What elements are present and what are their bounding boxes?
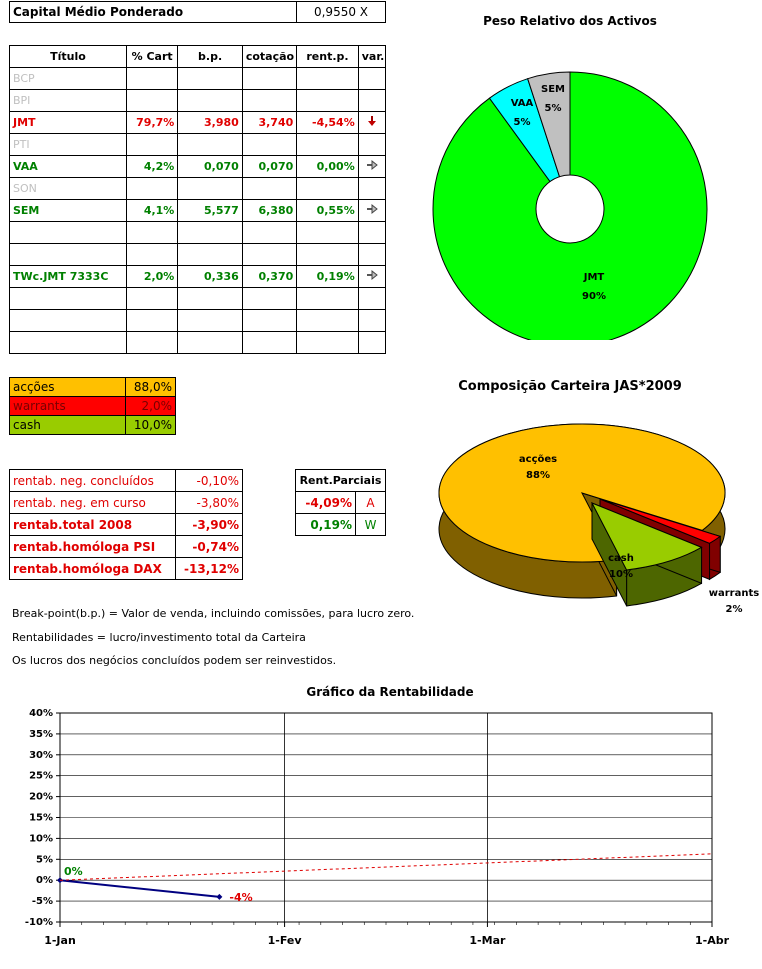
asset-bp xyxy=(178,244,243,266)
asset-name: BPI xyxy=(10,90,127,112)
pie3d-label: acções xyxy=(518,454,558,465)
slice-label: JMT xyxy=(583,272,605,283)
portfolio-table xyxy=(9,45,386,354)
asset-rent: -4,54% xyxy=(297,112,358,134)
asset-cart xyxy=(126,222,177,244)
note-lucros: Os lucros dos negócios concluídos podem ser reinvestidos. xyxy=(12,654,337,667)
asset-rent xyxy=(297,68,358,90)
y-tick-label: 30% xyxy=(29,749,53,761)
composition-value: 88,0% xyxy=(126,378,176,397)
data-label: -4% xyxy=(229,890,253,904)
rentab-value: -13,12% xyxy=(176,558,243,580)
asset-cotacao xyxy=(242,178,296,200)
var-cell xyxy=(358,178,385,200)
y-tick-label: 20% xyxy=(29,791,53,803)
asset-rent: 0,00% xyxy=(297,156,358,178)
asset-bp xyxy=(178,332,243,354)
asset-cart: 79,7% xyxy=(126,112,177,134)
asset-cotacao: 3,740 xyxy=(242,112,296,134)
asset-name: PTI xyxy=(10,134,127,156)
slice-value-label: 5% xyxy=(513,117,531,128)
capital-box xyxy=(9,1,386,23)
column-header: b.p. xyxy=(178,46,243,68)
column-header: rent.p. xyxy=(297,46,358,68)
asset-bp: 0,336 xyxy=(178,266,243,288)
asset-name xyxy=(10,222,127,244)
column-header: cotação xyxy=(242,46,296,68)
asset-cotacao xyxy=(242,222,296,244)
table-row xyxy=(10,112,386,134)
rentabilidade-line-chart xyxy=(0,700,762,962)
var-cell xyxy=(358,134,385,156)
rentab-row xyxy=(10,514,243,536)
rent-parciais-header: Rent.Parciais xyxy=(296,470,386,492)
var-cell xyxy=(358,68,385,90)
asset-cotacao: 0,370 xyxy=(242,266,296,288)
y-tick-label: 0% xyxy=(36,875,53,887)
parciais-code: W xyxy=(356,514,386,536)
rentab-row xyxy=(10,558,243,580)
composition-value: 2,0% xyxy=(126,397,176,416)
x-tick-label: 1-Mar xyxy=(469,934,506,947)
pie3d-label: cash xyxy=(608,553,634,564)
y-tick-label: 15% xyxy=(29,812,53,824)
asset-cart xyxy=(126,332,177,354)
data-label: 0% xyxy=(64,865,83,879)
asset-rent xyxy=(297,134,358,156)
composition-label: acções xyxy=(10,378,126,397)
composition-row xyxy=(10,397,176,416)
table-row xyxy=(10,332,386,354)
right-arrow-icon xyxy=(366,269,378,281)
capital-value: 0,9550 X xyxy=(297,2,386,23)
asset-cart xyxy=(126,90,177,112)
asset-cart xyxy=(126,244,177,266)
x-tick-label: 1-Jan xyxy=(44,934,76,947)
y-tick-label: 5% xyxy=(36,854,53,866)
parciais-row xyxy=(296,492,386,514)
column-header: var. xyxy=(358,46,385,68)
asset-cart xyxy=(126,288,177,310)
table-row xyxy=(10,288,386,310)
pie1-title: Peso Relativo dos Activos xyxy=(483,14,657,28)
right-arrow-icon xyxy=(358,200,385,222)
table-row xyxy=(10,200,386,222)
asset-bp xyxy=(178,310,243,332)
var-cell xyxy=(358,332,385,354)
var-cell xyxy=(358,310,385,332)
note-rentabilidades: Rentabilidades = lucro/investimento total da Carteira xyxy=(12,631,306,644)
pie3d-value-label: 88% xyxy=(526,470,550,481)
y-tick-label: 40% xyxy=(29,708,53,719)
pie3d-value-label: 10% xyxy=(609,569,633,580)
slice-label: VAA xyxy=(510,98,534,109)
asset-rent xyxy=(297,178,358,200)
y-tick-label: -10% xyxy=(24,917,53,928)
rentab-label: rentab.total 2008 xyxy=(10,514,176,536)
var-cell xyxy=(358,244,385,266)
table-row xyxy=(10,68,386,90)
asset-name xyxy=(10,310,127,332)
x-tick-label: 1-Abr xyxy=(694,934,730,947)
table-row xyxy=(10,90,386,112)
pie3d-value-label: 2% xyxy=(725,604,743,615)
asset-cotacao xyxy=(242,134,296,156)
right-arrow-icon xyxy=(358,266,385,288)
rentab-value: -0,74% xyxy=(176,536,243,558)
line-title: Gráfico da Rentabilidade xyxy=(306,685,474,699)
slice-value-label: 90% xyxy=(582,291,606,302)
asset-cotacao: 0,070 xyxy=(242,156,296,178)
parciais-row xyxy=(296,514,386,536)
composition-3d-pie-chart xyxy=(420,400,762,630)
table-row xyxy=(10,156,386,178)
rent-parciais-table xyxy=(295,469,386,536)
table-row xyxy=(10,178,386,200)
var-cell xyxy=(358,90,385,112)
asset-cotacao xyxy=(242,68,296,90)
weights-doughnut-chart xyxy=(420,40,720,340)
asset-cart: 4,2% xyxy=(126,156,177,178)
composition-value: 10,0% xyxy=(126,416,176,435)
capital-label: Capital Médio Ponderado xyxy=(10,2,297,23)
asset-rent xyxy=(297,244,358,266)
composition-label: warrants xyxy=(10,397,126,416)
rentab-table xyxy=(9,469,243,580)
asset-rent xyxy=(297,222,358,244)
asset-cotacao xyxy=(242,288,296,310)
x-tick-label: 1-Fev xyxy=(267,934,302,947)
asset-bp xyxy=(178,288,243,310)
right-arrow-icon xyxy=(358,156,385,178)
pie2-title: Composição Carteira JAS*2009 xyxy=(458,379,682,394)
asset-cotacao xyxy=(242,310,296,332)
asset-cotacao xyxy=(242,90,296,112)
y-tick-label: -5% xyxy=(31,896,53,908)
table-row xyxy=(10,134,386,156)
note-breakpoint: Break-point(b.p.) = Valor de venda, incluindo comissões, para lucro zero. xyxy=(12,607,415,620)
y-tick-label: 25% xyxy=(29,770,53,782)
composition-table xyxy=(9,377,176,435)
rentab-value: -3,90% xyxy=(176,514,243,536)
asset-name: TWc.JMT 7333C xyxy=(10,266,127,288)
table-row xyxy=(10,310,386,332)
table-row xyxy=(10,266,386,288)
asset-rent xyxy=(297,310,358,332)
composition-row xyxy=(10,378,176,397)
composition-label: cash xyxy=(10,416,126,435)
asset-name xyxy=(10,244,127,266)
parciais-code: A xyxy=(356,492,386,514)
asset-cart xyxy=(126,178,177,200)
asset-name: VAA xyxy=(10,156,127,178)
asset-name: SON xyxy=(10,178,127,200)
slice-value-label: 5% xyxy=(544,103,562,114)
asset-cotacao xyxy=(242,244,296,266)
var-cell xyxy=(358,222,385,244)
table-row xyxy=(10,222,386,244)
right-arrow-icon xyxy=(366,159,378,171)
asset-name xyxy=(10,288,127,310)
asset-cotacao xyxy=(242,332,296,354)
rentab-row xyxy=(10,470,243,492)
var-cell xyxy=(358,288,385,310)
column-header: Título xyxy=(10,46,127,68)
asset-bp xyxy=(178,222,243,244)
asset-rent: 0,55% xyxy=(297,200,358,222)
asset-bp: 5,577 xyxy=(178,200,243,222)
asset-cart xyxy=(126,68,177,90)
rentab-label: rentab.homóloga PSI xyxy=(10,536,176,558)
down-arrow-icon xyxy=(366,115,378,127)
asset-name: JMT xyxy=(10,112,127,134)
asset-cart: 2,0% xyxy=(126,266,177,288)
asset-bp xyxy=(178,134,243,156)
right-arrow-icon xyxy=(366,203,378,215)
parciais-value: 0,19% xyxy=(296,514,356,536)
table-row xyxy=(10,244,386,266)
column-header: % Cart xyxy=(126,46,177,68)
asset-cart xyxy=(126,134,177,156)
down-arrow-icon xyxy=(358,112,385,134)
parciais-value: -4,09% xyxy=(296,492,356,514)
asset-name: BCP xyxy=(10,68,127,90)
rentab-value: -3,80% xyxy=(176,492,243,514)
asset-cotacao: 6,380 xyxy=(242,200,296,222)
rentab-label: rentab. neg. concluídos xyxy=(10,470,176,492)
y-tick-label: 10% xyxy=(29,833,53,845)
pie3d-label: warrants xyxy=(708,588,760,599)
slice-label: SEM xyxy=(541,84,565,95)
asset-rent xyxy=(297,90,358,112)
asset-rent: 0,19% xyxy=(297,266,358,288)
rentab-row xyxy=(10,492,243,514)
asset-name: SEM xyxy=(10,200,127,222)
asset-bp: 0,070 xyxy=(178,156,243,178)
asset-bp: 3,980 xyxy=(178,112,243,134)
composition-row xyxy=(10,416,176,435)
asset-bp xyxy=(178,178,243,200)
asset-rent xyxy=(297,288,358,310)
asset-name xyxy=(10,332,127,354)
asset-cart xyxy=(126,310,177,332)
rentab-value: -0,10% xyxy=(176,470,243,492)
rentab-label: rentab.homóloga DAX xyxy=(10,558,176,580)
rentab-label: rentab. neg. em curso xyxy=(10,492,176,514)
asset-bp xyxy=(178,68,243,90)
asset-cart: 4,1% xyxy=(126,200,177,222)
asset-rent xyxy=(297,332,358,354)
rentab-row xyxy=(10,536,243,558)
asset-bp xyxy=(178,90,243,112)
y-tick-label: 35% xyxy=(29,728,53,740)
